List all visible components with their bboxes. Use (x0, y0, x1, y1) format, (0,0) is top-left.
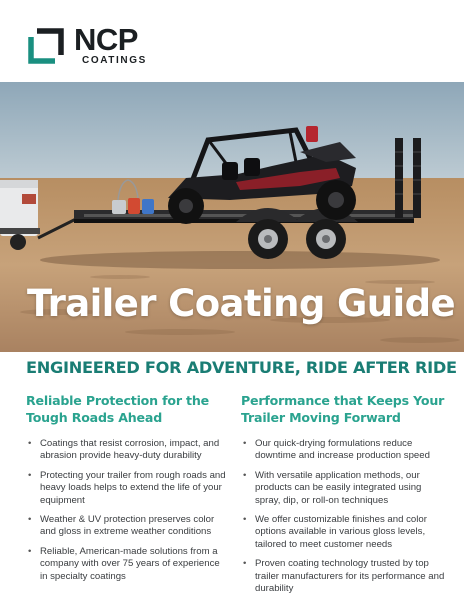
section-heading: Reliable Protection for the Tough Roads Ahead (26, 393, 209, 425)
benefits-column-performance (241, 392, 446, 600)
ncp-logo-icon (27, 27, 65, 65)
benefits-column-protection (26, 392, 226, 590)
bullet-list (241, 438, 446, 595)
page-title: Trailer Coating Guide (27, 282, 455, 325)
list-item: • We offer customizable finishes and color options available in various gloss levels, tailored to meet customer needs (241, 514, 446, 551)
brand-name: NCP (74, 22, 138, 57)
list-item: • Coatings that resist corrosion, impact, and abrasion provide heavy-duty durability (26, 438, 226, 463)
list-item: • Our quick-drying formulations reduce downtime and increase production speed (241, 438, 446, 463)
header (0, 0, 464, 82)
tagline: ENGINEERED FOR ADVENTURE, RIDE AFTER RIDE (26, 358, 457, 377)
list-item: • With versatile application methods, our products can be easily integrated using spray, dip, or roll-on techniques (241, 470, 446, 507)
list-item: • Reliable, American-made solutions from a company with over 75 years of experience in specialty coatings (26, 546, 226, 583)
brand-subtitle: COATINGS (82, 55, 147, 66)
section-heading: Performance that Keeps Your Trailer Moving Forward (241, 393, 445, 425)
hero-image (0, 82, 464, 352)
list-item: • Protecting your trailer from rough roads and heavy loads helps to extend the life of your equipment (26, 470, 226, 507)
list-item: • Weather & UV protection preserves color and gloss in extreme weather conditions (26, 514, 226, 539)
bullet-list (26, 438, 226, 583)
list-item: • Proven coating technology trusted by top trailer manufacturers for its performance and durability (241, 558, 446, 595)
